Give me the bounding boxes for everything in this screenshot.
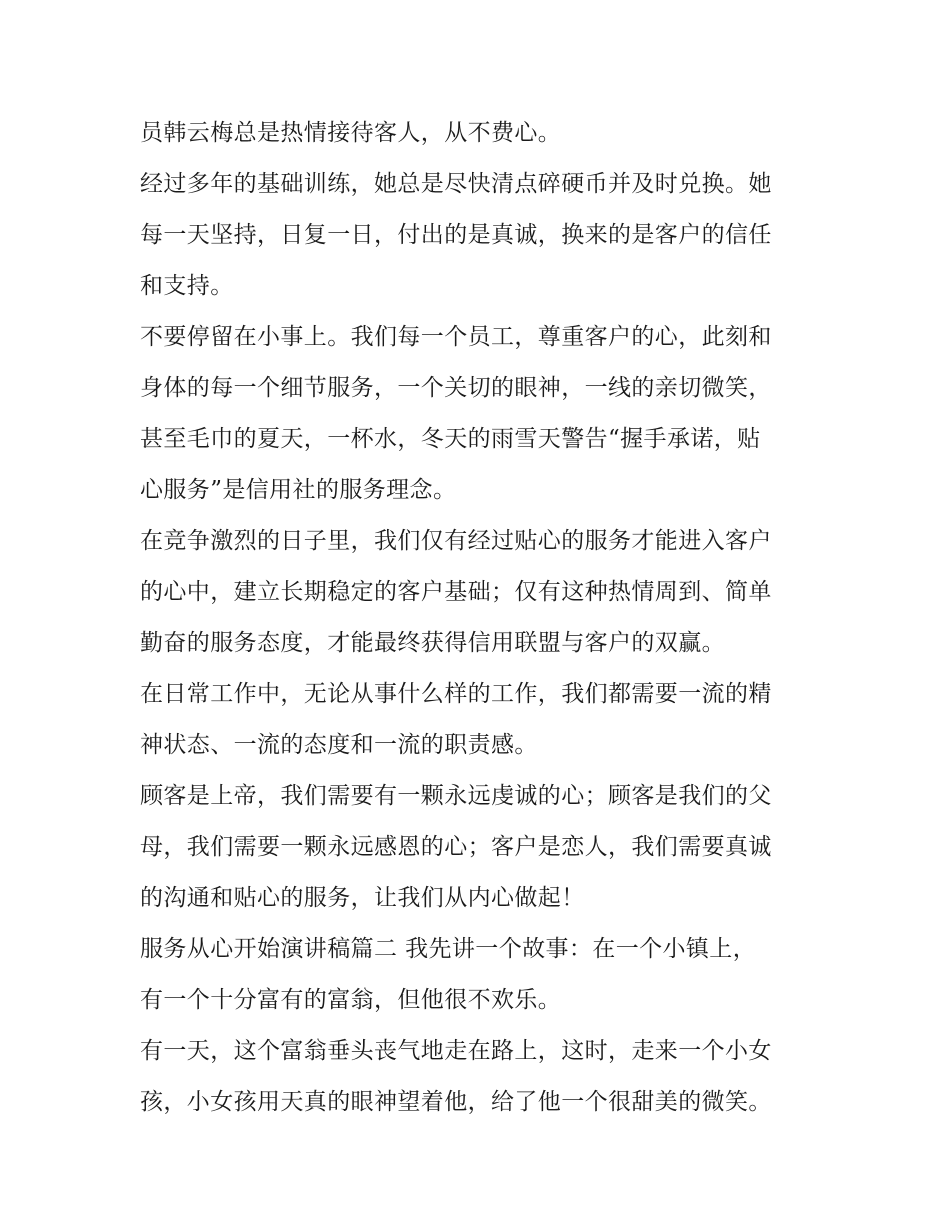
text-line: 员韩云梅总是热情接待客人，从不费心。 [140, 120, 562, 146]
text-line: 神状态、一流的态度和一流的职责感。 [140, 732, 538, 758]
text-line: 在竞争激烈的日子里，我们仅有经过贴心的服务才能进入客户 [140, 528, 772, 554]
text-line: 在日常工作中，无论从事什么样的工作，我们都需要一流的精 [140, 681, 772, 707]
text-line: 经过多年的基础训练，她总是尽快清点碎硬币并及时兑换。她 [140, 171, 772, 197]
text-line: 顾客是上帝，我们需要有一颗永远虔诚的心；顾客是我们的父 [140, 783, 772, 809]
text-line: 有一个十分富有的富翁，但他很不欢乐。 [140, 987, 562, 1013]
text-line: 母，我们需要一颗永远感恩的心；客户是恋人，我们需要真诚 [140, 834, 772, 860]
text-line: 和支持。 [140, 273, 234, 299]
text-line: 心服务”是信用社的服务理念。 [140, 477, 457, 503]
text-line: 身体的每一个细节服务，一个关切的眼神，一线的亲切微笑， [140, 375, 772, 401]
text-line: 甚至毛巾的夏天，一杯水，冬天的雨雪天警告“握手承诺，贴 [140, 426, 761, 452]
text-line: 的沟通和贴心的服务，让我们从内心做起！ [140, 885, 585, 911]
text-line: 不要停留在小事上。我们每一个员工，尊重客户的心，此刻和 [140, 324, 772, 350]
text-line: 有一天，这个富翁垂头丧气地走在路上，这时，走来一个小女 [140, 1038, 772, 1064]
text-line: 的心中，建立长期稳定的客户基础；仅有这种热情周到、简单 [140, 579, 772, 605]
text-line: 每一天坚持，日复一日，付出的是真诚，换来的是客户的信任 [140, 222, 772, 248]
text-line: 勤奋的服务态度，才能最终获得信用联盟与客户的双赢。 [140, 630, 725, 656]
document-body [140, 108, 820, 1128]
text-line: 服务从心开始演讲稿篇二 我先讲一个故事：在一个小镇上， [140, 936, 757, 962]
text-line: 孩，小女孩用天真的眼神望着他，给了他一个很甜美的微笑。 [140, 1089, 772, 1115]
